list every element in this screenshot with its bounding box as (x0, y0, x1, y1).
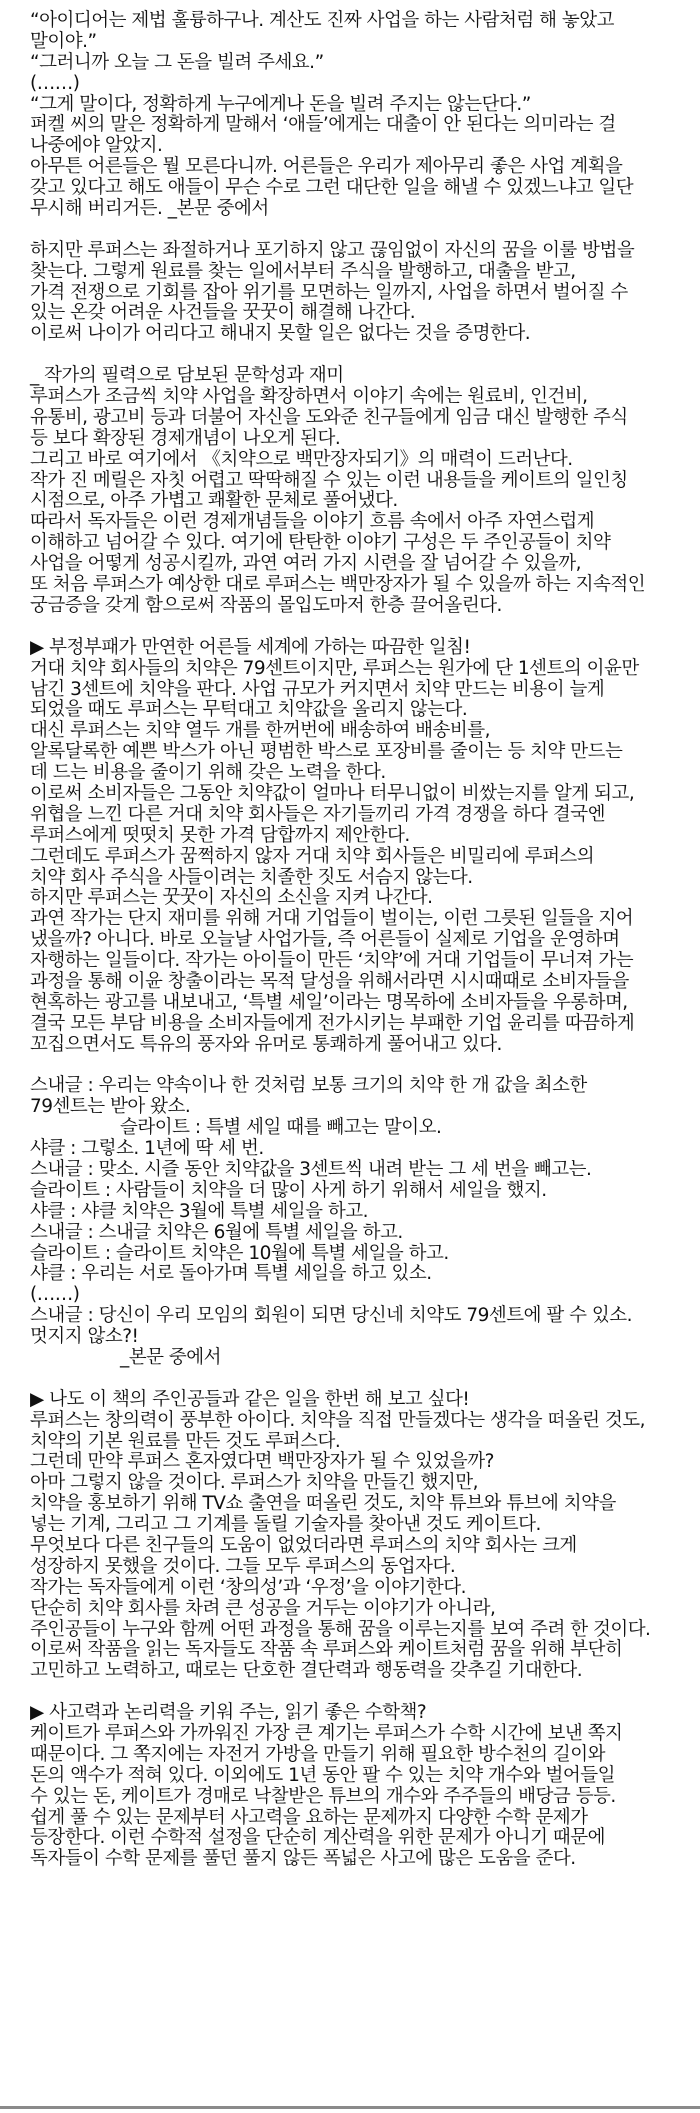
text-line: 데 드는 비용을 줄이기 위해 갖은 노력을 한다. (30, 762, 386, 784)
paragraph-gap (30, 1682, 694, 1703)
text-line: 스내글 : 스내글 치약은 6월에 특별 세일을 하고. (30, 1221, 403, 1243)
text-line: 따라서 독자들은 이런 경제개념들을 이야기 흐름 속에서 아주 자연스럽게 (30, 511, 595, 533)
text-line: _본문 중에서 (120, 1347, 221, 1368)
text-line: 루퍼스에게 떳떳치 못한 가격 담합까지 제안한다. (30, 824, 410, 846)
text-line: 유통비, 광고비 등과 더불어 자신을 도와준 친구들에게 임금 대신 발행한 주식 (30, 406, 628, 428)
text-line: 독자들이 수학 문제를 풀던 풀지 않든 폭넓은 사고에 많은 도움을 준다. (30, 1848, 576, 1870)
text-line: 자행하는 일들이다. 작가는 아이들이 만든 ‘치약’에 거대 기업들이 무너져 가는 (30, 950, 634, 972)
text-line: 샤클 : 샤클 치약은 3월에 특별 세일을 하고. (30, 1200, 368, 1222)
text-line: 거대 치약 회사들의 치약은 79센트이지만, 루퍼스는 원가에 단 1센트의 이윤만 (30, 657, 639, 679)
text-line: ▶ 사고력과 논리력을 키워 주는, 읽기 좋은 수학책? (30, 1702, 427, 1724)
text-line: 멋지지 않소?! (30, 1326, 139, 1348)
text-line: 그런데도 루퍼스가 꿈쩍하지 않자 거대 치약 회사들은 비밀리에 루퍼스의 (30, 845, 595, 867)
text-line: 스내글 : 우리는 약속이나 한 것처럼 보통 크기의 치약 한 개 값을 최소한 (30, 1075, 587, 1097)
text-line: _ 작가의 필력으로 담보된 문학성과 재미 (30, 365, 344, 387)
article-body (30, 11, 694, 1870)
text-line: 시점으로, 아주 가볍고 쾌활한 문체로 풀어냈다. (30, 490, 398, 512)
bottom-divider (0, 2106, 700, 2109)
text-line: 주인공들이 누구와 함께 어떤 과정을 통해 꿈을 이루는지를 보여 주려 한 것이다. (30, 1618, 651, 1640)
text-line: 말이야.” (30, 30, 97, 52)
text-line: 샤클 : 우리는 서로 돌아가며 특별 세일을 하고 있소. (30, 1263, 432, 1285)
text-line: 슬라이트 : 사람들이 치약을 더 많이 사게 하기 위해서 세일을 했지. (30, 1179, 547, 1201)
text-line: 아무튼 어른들은 뭘 모른다니까. 어른들은 우리가 제아무리 좋은 사업 계획을 (30, 156, 623, 178)
text-line: 이로써 나이가 어리다고 해내지 못할 일은 없다는 것을 증명한다. (30, 323, 531, 345)
paragraph-gap (30, 1056, 694, 1077)
text-line: 79센트는 받아 왔소. (30, 1096, 191, 1118)
text-line: 이해하고 넘어갈 수 있다. 여기에 탄탄한 이야기 구성은 두 주인공들이 치약 (30, 532, 611, 554)
text-line: (……) (30, 1284, 80, 1306)
text-line: 무시해 버리거든. _본문 중에서 (30, 198, 269, 220)
text-line: 하지만 루퍼스는 꿋꿋이 자신의 소신을 지켜 나간다. (30, 887, 433, 909)
text-line: 그리고 바로 여기에서 《치약으로 백만장자되기》의 매력이 드러난다. (30, 448, 573, 470)
text-line: 성장하지 못했을 것이다. 그들 모두 루퍼스의 동업자다. (30, 1555, 456, 1577)
text-line: 과정을 통해 이윤 창출이라는 목적 달성을 위해서라면 시시때때로 소비자들을 (30, 970, 629, 992)
paragraph-gap (30, 220, 694, 241)
text-line: 무엇보다 다른 친구들의 도움이 없었더라면 루퍼스의 치약 회사는 크게 (30, 1535, 577, 1557)
text-line: “그러니까 오늘 그 돈을 빌려 주세요.” (30, 51, 324, 73)
text-line: 슬라이트 : 특별 세일 때를 빼고는 말이오. (120, 1117, 442, 1139)
text-line: ▶ 나도 이 책의 주인공들과 같은 일을 한번 해 보고 싶다! (30, 1388, 470, 1410)
text-line: 스내글 : 맞소. 시즐 동안 치약값을 3센트씩 내려 받는 그 세 번을 빼고는. (30, 1158, 592, 1180)
text-line: 치약 회사 주식을 사들이려는 치졸한 짓도 서슴지 않는다. (30, 866, 473, 888)
text-line: 과연 작가는 단지 재미를 위해 거대 기업들이 벌이는, 이런 그릇된 일들을 지어 (30, 908, 634, 930)
paragraph-gap (30, 345, 694, 366)
text-line: 결국 모든 부담 비용을 소비자들에게 전가시키는 부패한 기업 윤리를 따끔하게 (30, 1012, 635, 1034)
text-line: 퍼켈 씨의 말은 정확하게 말해서 ‘애들’에게는 대출이 안 된다는 의미라는 걸 (30, 114, 616, 136)
text-line: 꼬집으면서도 특유의 풍자와 유머로 통쾌하게 풀어내고 있다. (30, 1033, 502, 1055)
text-line: (……) (30, 72, 80, 94)
text-line: 냈을까? 아니다. 바로 오늘날 사업가들, 즉 어른들이 실제로 기업을 운영하며 (30, 929, 620, 951)
text-line: 그런데 만약 루퍼스 혼자였다면 백만장자가 될 수 있었을까? (30, 1451, 494, 1473)
paragraph-gap (30, 617, 694, 638)
text-line: 이로써 소비자들은 그동안 치약값이 얼마나 터무니없이 비쌌는지를 알게 되고, (30, 782, 635, 804)
text-line: 넣는 기계, 그리고 그 기계를 돌릴 기술자를 찾아낸 것도 케이트다. (30, 1514, 541, 1536)
text-line: 케이트가 루퍼스와 가까워진 가장 큰 계기는 루퍼스가 수학 시간에 보낸 쪽지 (30, 1723, 623, 1745)
text-line: 작가는 독자들에게 이런 ‘창의성’과 ‘우정’을 이야기한다. (30, 1576, 466, 1598)
text-line: 하지만 루퍼스는 좌절하거나 포기하지 않고 끊임없이 자신의 꿈을 이룰 방법을 (30, 239, 635, 261)
text-line: ▶ 부정부패가 만연한 어른들 세계에 가하는 따끔한 일침! (30, 636, 471, 658)
text-line: 등장한다. 이런 수학적 설정을 단순히 계산력을 위한 문제가 아니기 때문에 (30, 1827, 605, 1849)
text-line: “아이디어는 제법 훌륭하구나. 계산도 진짜 사업을 하는 사람처럼 해 놓았고 (30, 10, 615, 31)
text-line: 나중에야 알았지. (30, 135, 163, 157)
text-line: 가격 전쟁으로 기회를 잡아 위기를 모면하는 일까지, 사업을 하면서 벌어질 수 (30, 281, 628, 303)
text-line: 슬라이트 : 슬라이트 치약은 10월에 특별 세일을 하고. (30, 1242, 449, 1264)
text-line: 샤클 : 그렇소. 1년에 딱 세 번. (30, 1138, 264, 1160)
text-line: 사업을 어떻게 성공시킬까, 과연 여러 가지 시련을 잘 넘어갈 수 있을까, (30, 553, 581, 575)
text-line: 아마 그렇지 않을 것이다. 루퍼스가 치약을 만들긴 했지만, (30, 1472, 478, 1494)
text-line: 있는 온갖 어려운 사건들을 꿋꿋이 해결해 나간다. (30, 302, 416, 324)
text-line: 돈의 액수가 적혀 있다. 이외에도 1년 동안 팔 수 있는 치약 개수와 벌어들일 (30, 1764, 615, 1786)
text-line: 루퍼스가 조금씩 치약 사업을 확장하면서 이야기 속에는 원료비, 인건비, (30, 386, 588, 408)
text-line: 단순히 치약 회사를 차려 큰 성공을 거두는 이야기가 아니라, (30, 1597, 496, 1619)
text-line: 이로써 작품을 읽는 독자들도 작품 속 루퍼스와 케이트처럼 꿈을 위해 부단히 (30, 1639, 623, 1661)
text-line: 궁금증을 갖게 함으로써 작품의 몰입도마저 한층 끌어올린다. (30, 594, 502, 616)
paragraph-gap (30, 1369, 694, 1390)
text-line: 루퍼스는 창의력이 풍부한 아이다. 치약을 직접 만들겠다는 생각을 떠올린 것도, (30, 1409, 646, 1431)
text-line: 되었을 때도 루퍼스는 무턱대고 치약값을 올리지 않는다. (30, 699, 468, 721)
text-line: 또 처음 루퍼스가 예상한 대로 루퍼스는 백만장자가 될 수 있을까 하는 지속적인 (30, 574, 646, 596)
text-line: 작가 진 메릴은 자칫 어렵고 딱딱해질 수 있는 이런 내용들을 케이트의 일인칭 (30, 469, 628, 491)
text-line: 쉽게 풀 수 있는 문제부터 사고력을 요하는 문제까지 다양한 수학 문제가 (30, 1806, 588, 1828)
text-line: 스내글 : 당신이 우리 모임의 회원이 되면 당신네 치약도 79센트에 팔 수 있소. (30, 1305, 632, 1327)
text-line: 대신 루퍼스는 치약 열두 개를 한꺼번에 배송하여 배송비를, (30, 720, 490, 742)
text-line: 찾는다. 그렇게 원료를 찾는 일에서부터 주식을 발행하고, 대출을 받고, (30, 260, 576, 282)
text-line: 수 있는 돈, 케이트가 경매로 낙찰받은 튜브의 개수와 주주들의 배당금 등등. (30, 1785, 616, 1807)
text-line: 남긴 3센트에 치약을 판다. 사업 규모가 커지면서 치약 만드는 비용이 늘게 (30, 678, 605, 700)
text-line: 알록달록한 예쁜 박스가 아닌 평범한 박스로 포장비를 줄이는 등 치약 만드는 (30, 741, 623, 763)
text-line: 치약의 기본 원료를 만든 것도 루퍼스다. (30, 1430, 341, 1452)
text-line: 때문이다. 그 쪽지에는 자전거 가방을 만들기 위해 필요한 방수천의 길이와 (30, 1743, 605, 1765)
text-line: 위협을 느낀 다른 거대 치약 회사들은 자기들끼리 가격 경쟁을 하다 결국엔 (30, 803, 605, 825)
text-line: “그게 말이다, 정확하게 누구에게나 돈을 빌려 주지는 않는단다.” (30, 93, 531, 115)
text-line: 등 보다 확장된 경제개념이 나오게 된다. (30, 427, 341, 449)
text-line: 고민하고 노력하고, 때로는 단호한 결단력과 행동력을 갖추길 기대한다. (30, 1660, 583, 1682)
text-line: 치약을 홍보하기 위해 TV쇼 출연을 떠올린 것도, 치약 튜브와 튜브에 치약을 (30, 1493, 616, 1515)
text-line: 갖고 있다고 해도 애들이 무슨 수로 그런 대단한 일을 해낼 수 있겠느냐고 일단 (30, 177, 634, 199)
text-line: 현혹하는 광고를 내보내고, ‘특별 세일’이라는 명목하에 소비자들을 우롱하며, (30, 991, 628, 1013)
